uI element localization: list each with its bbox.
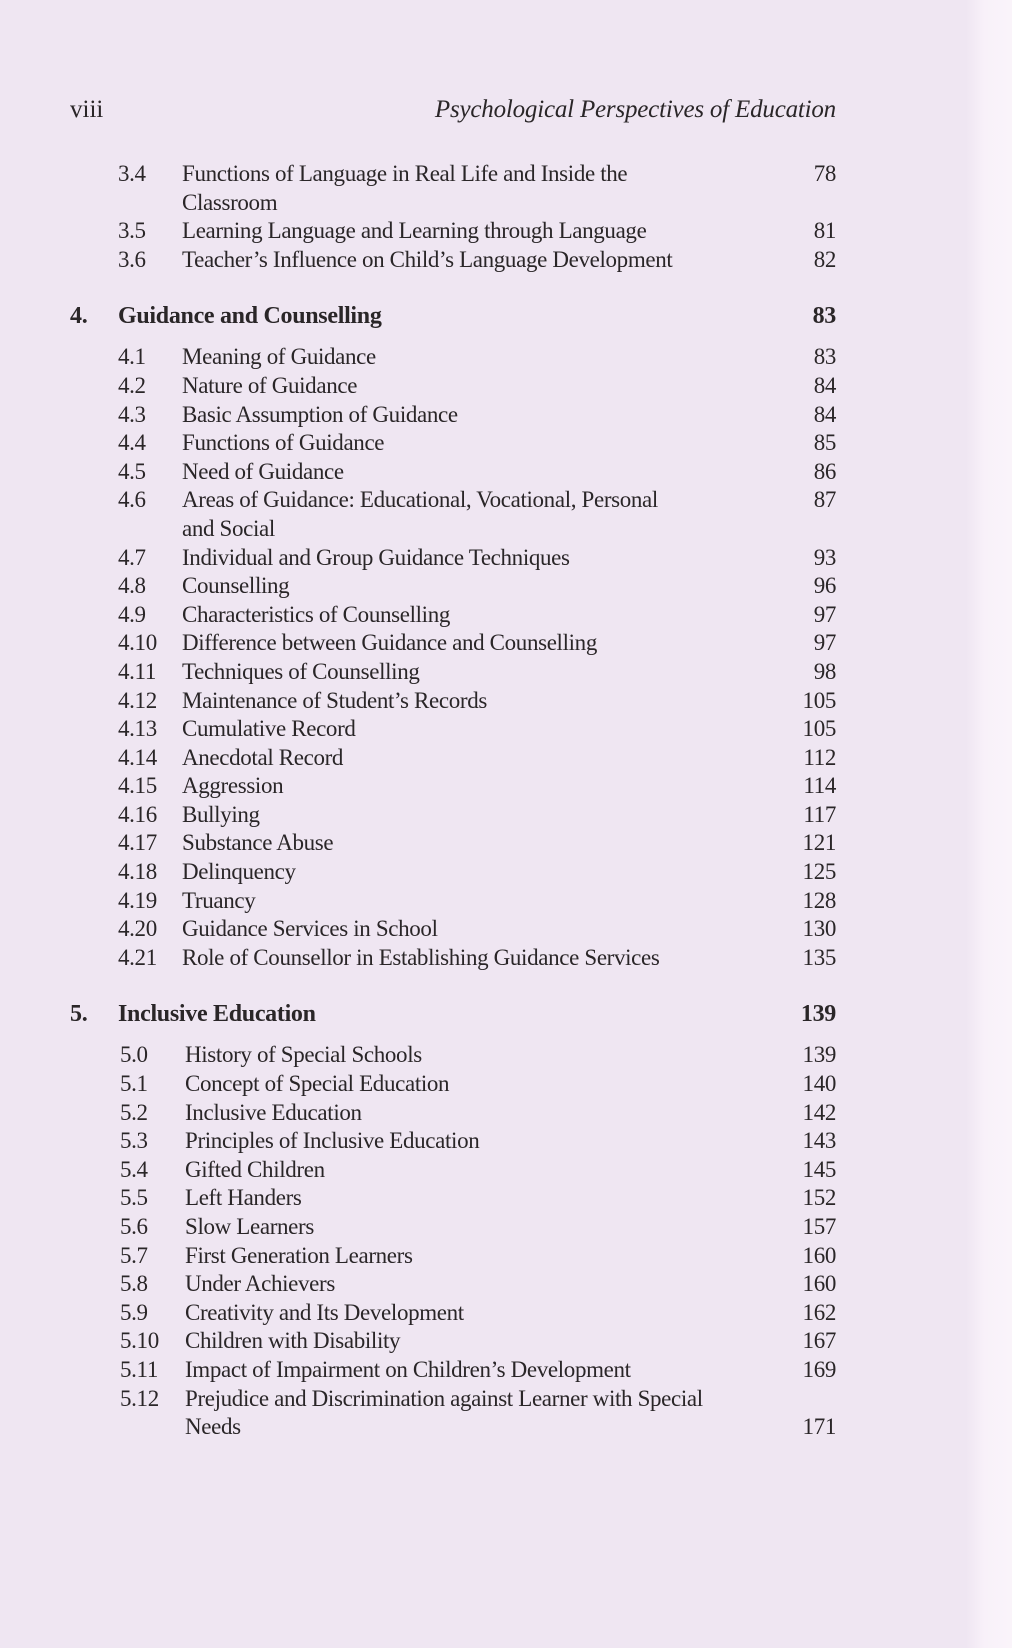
entry-page-number: 171 <box>802 1414 836 1440</box>
entry-number: 5.7 <box>120 1242 148 1268</box>
entry-page-number: 121 <box>802 830 836 856</box>
entry-title <box>182 486 762 543</box>
toc-entry <box>70 801 836 830</box>
entry-title <box>182 246 762 275</box>
entry-title <box>182 915 762 944</box>
entry-title-line: Individual and Group Guidance Techniques <box>182 544 570 570</box>
entry-title <box>185 1099 765 1128</box>
entry-page-number: 125 <box>802 859 836 885</box>
entry-page-number: 105 <box>802 687 836 713</box>
entry-number: 4.19 <box>118 887 157 913</box>
entry-page-number: 143 <box>802 1128 836 1154</box>
chapter-title: Inclusive Education <box>118 1001 316 1028</box>
toc-entry <box>70 458 836 487</box>
entry-title-continuation: and Social <box>182 515 275 541</box>
toc-entry <box>70 1299 836 1328</box>
entry-number: 4.7 <box>118 544 146 570</box>
entry-title <box>185 1356 765 1385</box>
entry-title <box>185 1327 765 1356</box>
entry-title <box>182 829 762 858</box>
running-header <box>70 96 836 130</box>
toc-entry <box>70 715 836 744</box>
toc-entry <box>70 887 836 916</box>
entry-title-line: Left Handers <box>185 1185 302 1211</box>
toc-entry <box>70 687 836 716</box>
entry-title <box>185 1213 765 1242</box>
toc-entry <box>70 1041 836 1070</box>
entry-number: 4.5 <box>118 458 146 484</box>
toc-entry <box>70 372 836 401</box>
toc-entry <box>70 1070 836 1099</box>
toc-entry <box>70 572 836 601</box>
entry-title-line: Meaning of Guidance <box>182 344 376 370</box>
entry-title <box>182 458 762 487</box>
chapter-number: 4. <box>70 303 88 330</box>
entry-title-line: Functions of Language in Real Life and Inside the <box>182 161 628 186</box>
entry-number: 5.2 <box>120 1099 148 1125</box>
chapter-heading <box>70 298 836 334</box>
entry-page-number: 93 <box>813 544 836 570</box>
entry-number: 4.12 <box>118 687 157 713</box>
entry-page-number: 160 <box>802 1271 836 1297</box>
entry-title-line: Principles of Inclusive Education <box>185 1128 480 1154</box>
entry-page-number: 98 <box>813 658 836 684</box>
entry-page-number: 157 <box>802 1214 836 1239</box>
entry-title-line: Nature of Guidance <box>182 372 358 398</box>
entry-title-line: Basic Assumption of Guidance <box>182 401 458 427</box>
toc-entry <box>70 1184 836 1213</box>
toc-entry <box>70 1213 836 1242</box>
entry-title <box>185 1127 765 1156</box>
chapter-page-number: 139 <box>800 1001 836 1028</box>
entry-page-number: 96 <box>813 573 836 599</box>
entry-title <box>182 401 762 430</box>
toc-entry <box>70 858 836 887</box>
entry-number: 4.16 <box>118 801 157 827</box>
entry-number: 4.15 <box>118 773 157 799</box>
toc-entry <box>70 1099 836 1128</box>
entry-title-line: Cumulative Record <box>182 716 356 742</box>
entry-title <box>185 1070 765 1099</box>
entry-page-number: 162 <box>802 1299 836 1325</box>
entry-title <box>182 544 762 573</box>
entry-title-line: History of Special Schools <box>185 1042 422 1068</box>
entry-title-line: Under Achievers <box>185 1271 335 1297</box>
entry-page-number: 82 <box>813 246 836 272</box>
entry-title-line: Areas of Guidance: Educational, Vocational, Personal <box>182 487 658 513</box>
toc-entry <box>70 1156 836 1185</box>
entry-title-line: Learning Language and Learning through Language <box>182 218 647 244</box>
entry-title <box>182 601 762 630</box>
chapter-title: Guidance and Counselling <box>118 303 382 330</box>
entry-title-line: Children with Disability <box>185 1328 401 1354</box>
entry-title <box>185 1270 765 1299</box>
entry-number: 5.4 <box>120 1156 148 1182</box>
spacer <box>70 972 836 996</box>
entry-title <box>182 217 762 246</box>
spacer <box>70 274 836 298</box>
entry-number: 4.4 <box>118 430 146 456</box>
entry-page-number: 142 <box>802 1099 836 1125</box>
entry-title-line: Prejudice and Discrimination against Learner with Special <box>185 1385 703 1411</box>
entry-number: 5.10 <box>120 1328 159 1354</box>
entry-number: 5.12 <box>120 1385 159 1411</box>
toc-entry <box>70 601 836 630</box>
entry-number: 5.5 <box>120 1185 148 1211</box>
entry-page-number: 81 <box>813 218 836 244</box>
entry-title <box>182 429 762 458</box>
entry-title-line: Difference between Guidance and Counselling <box>182 630 597 656</box>
entry-number: 3.5 <box>118 218 146 244</box>
page-folio: viii <box>70 96 104 123</box>
entry-number: 4.13 <box>118 716 157 742</box>
entry-page-number: 97 <box>813 630 836 656</box>
entry-number: 4.1 <box>118 344 146 370</box>
entry-page-number: 84 <box>813 372 836 398</box>
entry-title-line: Characteristics of Counselling <box>182 601 450 627</box>
entry-title-line: Creativity and Its Development <box>185 1299 464 1325</box>
toc-entry <box>70 1356 836 1385</box>
entry-page-number: 86 <box>813 458 836 484</box>
toc-entry <box>70 658 836 687</box>
toc-entry <box>70 246 836 275</box>
spacer <box>70 334 836 343</box>
toc-entry <box>70 1127 836 1156</box>
entry-page-number: 139 <box>802 1042 836 1068</box>
toc-entry <box>70 944 836 973</box>
entry-title <box>182 801 762 830</box>
entry-page-number: 112 <box>803 744 836 770</box>
entry-number: 4.10 <box>118 630 157 656</box>
entry-page-number: 114 <box>803 773 836 799</box>
entry-title <box>182 887 762 916</box>
entry-title <box>185 1041 765 1070</box>
toc-entry <box>70 915 836 944</box>
entry-page-number: 145 <box>802 1156 836 1182</box>
toc-entry <box>70 544 836 573</box>
toc-entry <box>70 217 836 246</box>
entry-title-line: Aggression <box>182 773 284 799</box>
entry-title-line: Anecdotal Record <box>182 744 344 770</box>
entry-title <box>182 772 762 801</box>
entry-number: 4.14 <box>118 744 157 770</box>
entry-title-line: Inclusive Education <box>185 1099 362 1125</box>
entry-number: 4.17 <box>118 830 157 856</box>
entry-title-continuation: Needs <box>185 1414 241 1440</box>
entry-title-line: Role of Counsellor in Establishing Guidance Services <box>182 944 660 970</box>
toc-entry <box>70 1270 836 1299</box>
toc-entry <box>70 343 836 372</box>
entry-title-line: Bullying <box>182 801 260 827</box>
entry-title-line: Substance Abuse <box>182 830 334 856</box>
entry-title-line: Slow Learners <box>185 1214 314 1239</box>
table-of-contents <box>70 160 836 1442</box>
entry-title-continuation: Classroom <box>182 189 278 215</box>
entry-number: 5.9 <box>120 1299 148 1325</box>
entry-page-number: 128 <box>802 887 836 913</box>
entry-page-number: 87 <box>813 487 836 513</box>
entry-number: 5.1 <box>120 1071 148 1097</box>
spacer <box>70 1032 836 1041</box>
entry-title-line: Techniques of Counselling <box>182 658 420 684</box>
entry-title-line: Need of Guidance <box>182 458 344 484</box>
book-title: Psychological Perspectives of Education <box>434 96 836 123</box>
entry-title-line: Counselling <box>182 573 290 599</box>
entry-title <box>182 944 762 973</box>
chapter-page-number: 83 <box>812 303 836 330</box>
entry-title <box>182 715 762 744</box>
entry-number: 4.21 <box>118 944 157 970</box>
entry-title <box>185 1184 765 1213</box>
entry-page-number: 140 <box>802 1071 836 1097</box>
entry-page-number: 152 <box>802 1185 836 1211</box>
entry-number: 5.6 <box>120 1214 148 1239</box>
entry-number: 4.6 <box>118 487 146 513</box>
entry-title-line: First Generation Learners <box>185 1242 413 1268</box>
entry-title <box>185 1299 765 1328</box>
entry-title <box>182 658 762 687</box>
entry-title-line: Maintenance of Student’s Records <box>182 687 487 713</box>
entry-title <box>182 687 762 716</box>
entry-page-number: 160 <box>802 1242 836 1268</box>
entry-title <box>182 629 762 658</box>
entry-title <box>182 572 762 601</box>
toc-entry <box>70 1242 836 1271</box>
entry-page-number: 83 <box>813 344 836 370</box>
entry-page-number: 117 <box>803 801 836 827</box>
toc-entry <box>70 160 836 217</box>
toc-entry <box>70 829 836 858</box>
entry-title-line: Delinquency <box>182 859 296 885</box>
entry-page-number: 78 <box>813 161 836 186</box>
entry-title-line: Impact of Impairment on Children’s Development <box>185 1356 631 1382</box>
entry-page-number: 130 <box>802 916 836 942</box>
entry-page-number: 167 <box>802 1328 836 1354</box>
entry-number: 4.2 <box>118 372 146 398</box>
entry-number: 4.11 <box>118 658 156 684</box>
entry-number: 4.20 <box>118 916 157 942</box>
toc-entry <box>70 629 836 658</box>
toc-entry <box>70 744 836 773</box>
entry-page-number: 84 <box>813 401 836 427</box>
toc-entry <box>70 1327 836 1356</box>
entry-title-line: Concept of Special Education <box>185 1071 450 1097</box>
toc-entry <box>70 401 836 430</box>
entry-title <box>185 1242 765 1271</box>
entry-page-number: 105 <box>802 716 836 742</box>
entry-title <box>182 858 762 887</box>
entry-title-line: Guidance Services in School <box>182 916 438 942</box>
entry-title <box>182 160 762 217</box>
entry-number: 4.8 <box>118 573 146 599</box>
toc-entry <box>70 772 836 801</box>
entry-number: 3.6 <box>118 246 146 272</box>
entry-number: 5.3 <box>120 1128 148 1154</box>
chapter-number: 5. <box>70 1001 88 1028</box>
entry-number: 3.4 <box>118 161 146 186</box>
entry-title-line: Truancy <box>182 887 256 913</box>
toc-entry <box>70 429 836 458</box>
entry-title <box>185 1385 765 1442</box>
entry-title <box>182 343 762 372</box>
entry-page-number: 85 <box>813 430 836 456</box>
entry-page-number: 169 <box>802 1356 836 1382</box>
entry-number: 4.18 <box>118 859 157 885</box>
entry-page-number: 97 <box>813 601 836 627</box>
chapter-heading <box>70 996 836 1032</box>
entry-title <box>185 1156 765 1185</box>
entry-title-line: Functions of Guidance <box>182 430 385 456</box>
entry-title-line: Teacher’s Influence on Child’s Language Development <box>182 246 673 272</box>
entry-title-line: Gifted Children <box>185 1156 325 1182</box>
toc-entry <box>70 1385 836 1442</box>
entry-number: 4.9 <box>118 601 146 627</box>
entry-number: 4.3 <box>118 401 146 427</box>
entry-page-number: 135 <box>802 944 836 970</box>
entry-title <box>182 372 762 401</box>
entry-number: 5.11 <box>120 1356 158 1382</box>
toc-entry <box>70 486 836 543</box>
entry-title <box>182 744 762 773</box>
entry-number: 5.8 <box>120 1271 148 1297</box>
entry-number: 5.0 <box>120 1042 148 1068</box>
